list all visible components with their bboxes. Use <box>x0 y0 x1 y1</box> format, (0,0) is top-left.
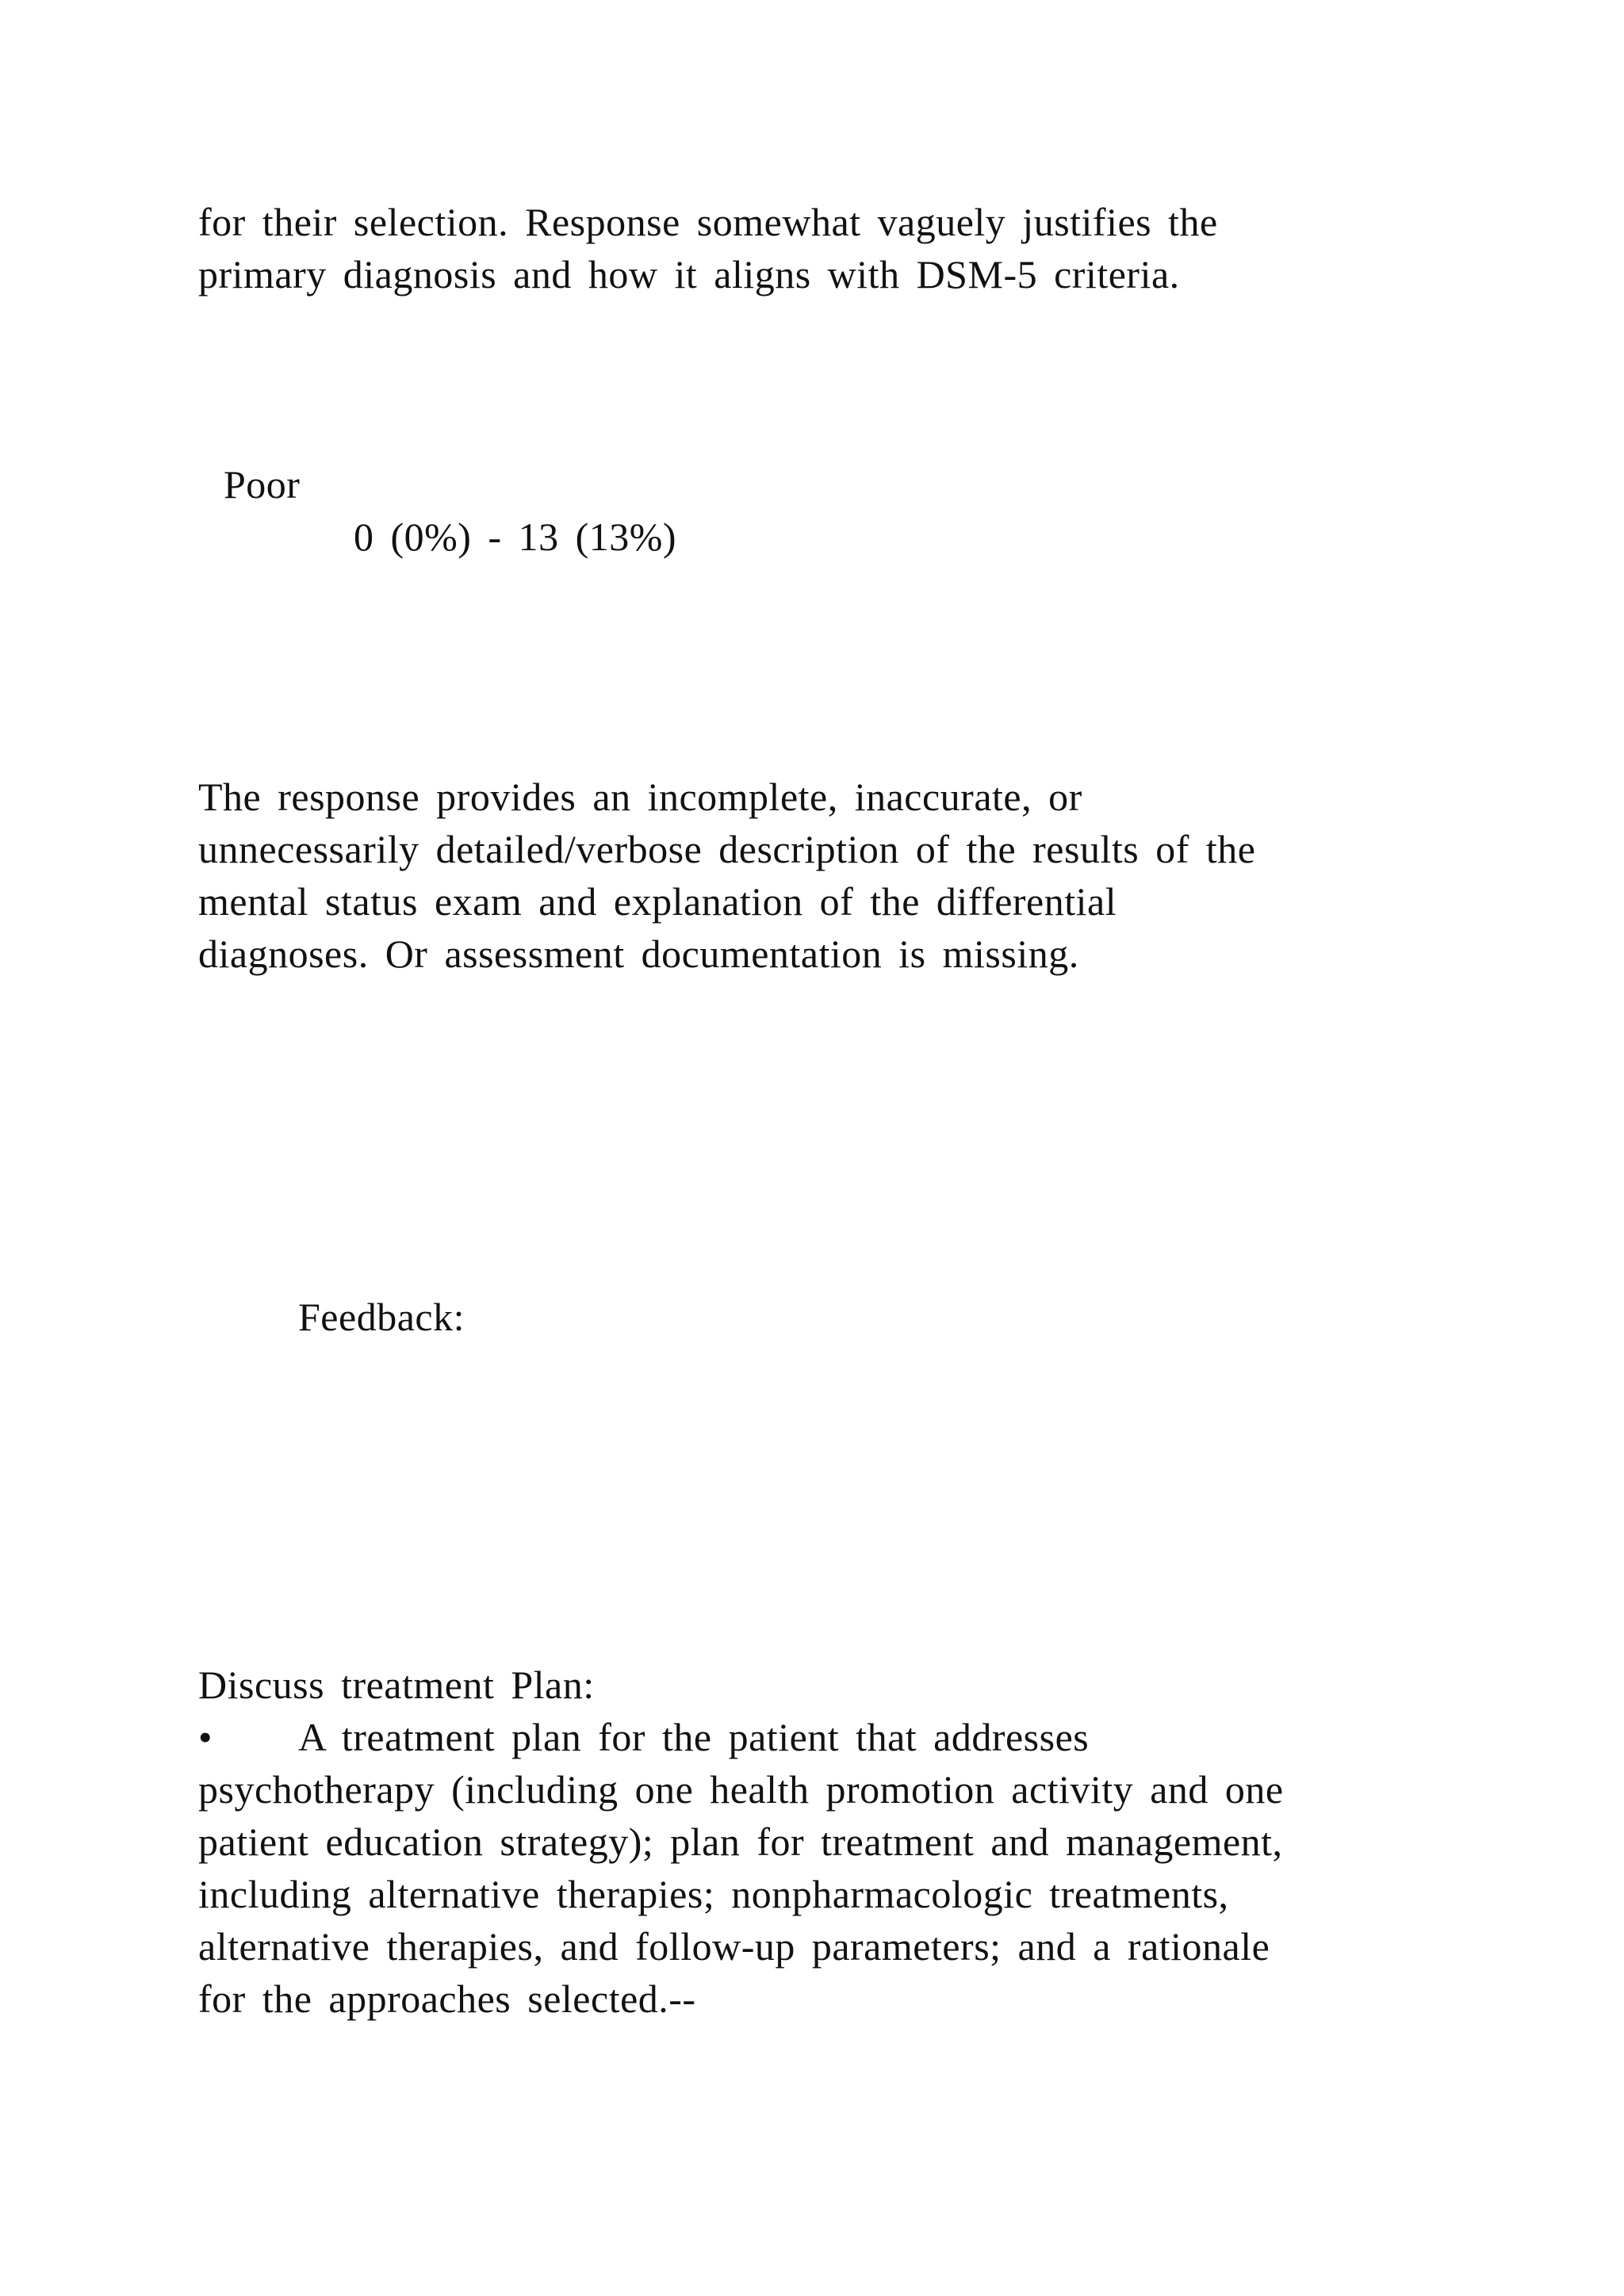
text-line: for their selection. Response somewhat vaguely justifies the <box>198 200 1218 244</box>
bullet-item-continuation <box>198 1763 1284 2025</box>
text-line: unnecessarily detailed/verbose description of the results of the <box>198 827 1256 871</box>
feedback-label-text: Feedback: <box>298 1295 465 1339</box>
intro-paragraph <box>198 196 1218 300</box>
heading-text: Discuss treatment Plan: <box>198 1663 595 1707</box>
treatment-plan-heading <box>198 1659 595 1711</box>
feedback-label <box>298 1291 465 1343</box>
bullet-item-first-line <box>298 1711 1089 1763</box>
text-line: psychotherapy (including one health promotion activity and one <box>198 1767 1284 1812</box>
bullet-marker <box>198 1711 213 1763</box>
text-line: for the approaches selected.-- <box>198 1976 696 2021</box>
bullet-glyph: • <box>198 1715 213 1759</box>
rating-range-poor <box>354 511 676 563</box>
rating-label-poor <box>224 458 300 511</box>
rating-description-poor <box>198 771 1255 980</box>
text-line: The response provides an incomplete, inaccurate, or <box>198 775 1082 819</box>
rating-label-text: Poor <box>224 462 301 507</box>
text-line: patient education strategy); plan for treatment and management, <box>198 1820 1283 1864</box>
text-line: mental status exam and explanation of the differential <box>198 879 1117 924</box>
text-line: diagnoses. Or assessment documentation is missing. <box>198 932 1079 976</box>
text-line: alternative therapies, and follow-up parameters; and a rationale <box>198 1924 1270 1969</box>
text-line: primary diagnosis and how it aligns with DSM-5 criteria. <box>198 252 1180 297</box>
rating-range-text: 0 (0%) - 13 (13%) <box>354 515 677 559</box>
text-line: including alternative therapies; nonpharmacologic treatments, <box>198 1872 1229 1916</box>
text-line: A treatment plan for the patient that addresses <box>298 1715 1090 1759</box>
